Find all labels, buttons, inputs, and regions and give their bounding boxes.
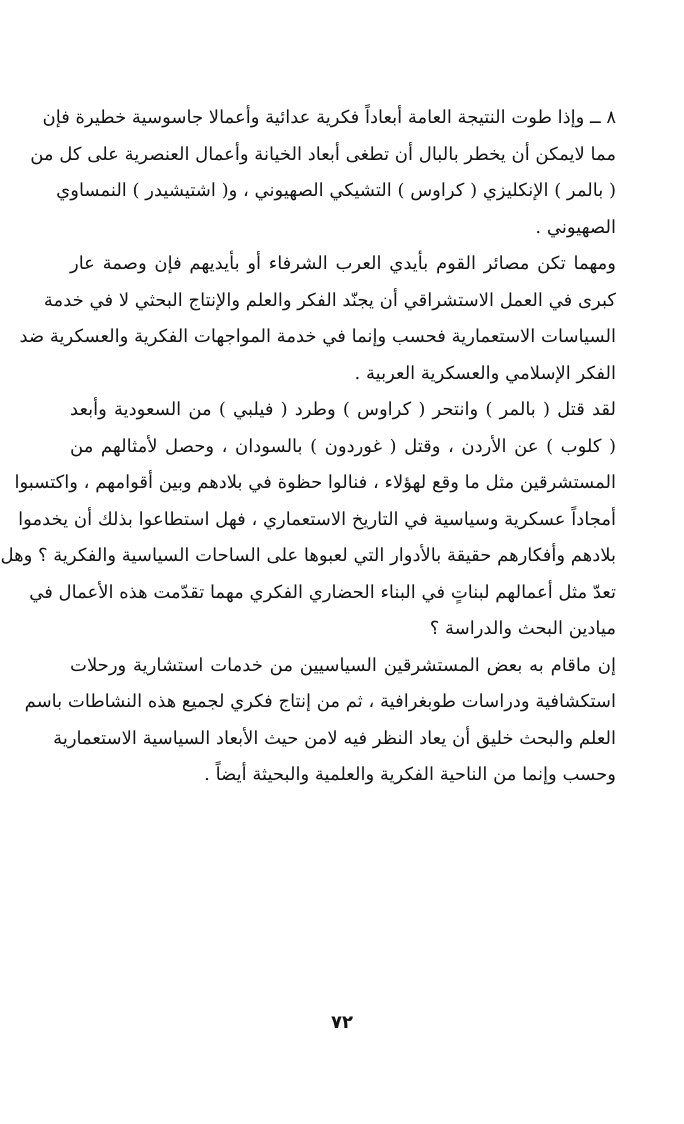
text-line: السياسات الاستعمارية فحسب وإنما في خدمة المواجهات الفكرية والعسكرية ضد (19, 326, 616, 347)
text-line: العلم والبحث خليق أن يعاد النظر فيه لامن حيث الأبعاد السياسية الاستعمارية (53, 727, 616, 749)
paragraph-4 (24, 648, 616, 794)
text-line: المستشرقين مثل ما وقع لهؤلاء ، فنالوا حظوة في بلادهم وبين أقوامهم ، واكتسبوا (14, 472, 616, 493)
text-line: تعدّ مثل أعمالهم لبناتٍ في البناء الحضاري الفكري مهما تقدّمت هذه الأعمال في (29, 581, 616, 603)
text-line: ( بالمر ) الإنكليزي ( كراوس ) التشيكي الصهيوني ، و( اشتيشيدر ) النمساوي (56, 180, 616, 201)
text-line: وحسب وإنما من الناحية الفكرية والعلمية والبحيثة أيضاً . (204, 764, 616, 785)
text-line: بلادهم وأفكارهم حقيقة بالأدوار التي لعبوها على الساحات السياسية والفكرية ؟ وهل (0, 545, 616, 566)
text-line: لقد قتل ( بالمر ) وانتحر ( كراوس ) وطرد ( فيلبي ) من السعودية وأبعد (70, 399, 616, 420)
paragraph-3 (0, 392, 616, 648)
text-line: ٨ ــ وإذا طوت النتيجة العامة أبعاداً فكرية عدائية وأعمالا جاسوسية خطيرة فإن (42, 107, 616, 128)
text-line: ومهما تكن مصائر القوم بأيدي العرب الشرفاء أو بأيديهم فإن وصمة عار (70, 253, 616, 274)
text-line: ( كلوب ) عن الأردن ، وقتل ( غوردون ) بالسودان ، وحصل لأمثالهم من (70, 435, 616, 457)
paragraph-1 (30, 100, 616, 246)
text-line: ميادين البحث والدراسة ؟ (429, 618, 616, 639)
text-line: الفكر الإسلامي والعسكرية العربية . (354, 362, 616, 384)
text-line: استكشافية ودراسات طوبغرافية ، ثم من إنتاج فكري لجميع هذه النشاطات باسم (24, 691, 616, 712)
page-number: ٧٢ (331, 1012, 353, 1033)
text-line: إن ماقام به بعض المستشرقين السياسيين من خدمات استشارية ورحلات (70, 654, 616, 676)
text-line: كبرى في العمل الاستشراقي أن يجنّد الفكر والعلم والإنتاج البحثي لا في خدمة (43, 289, 616, 311)
paragraph-2 (19, 246, 616, 392)
body-text (0, 100, 616, 794)
text-line: أمجاداً عسكرية وسياسية في التاريخ الاستعماري ، فهل استطاعوا بذلك أن يخدموا (18, 508, 616, 530)
text-line: مما لايمكن أن يخطر بالبال أن تطغى أبعاد الخيانة وأعمال العنصرية على كل من (30, 143, 616, 165)
text-line: الصهيوني . (535, 216, 616, 238)
